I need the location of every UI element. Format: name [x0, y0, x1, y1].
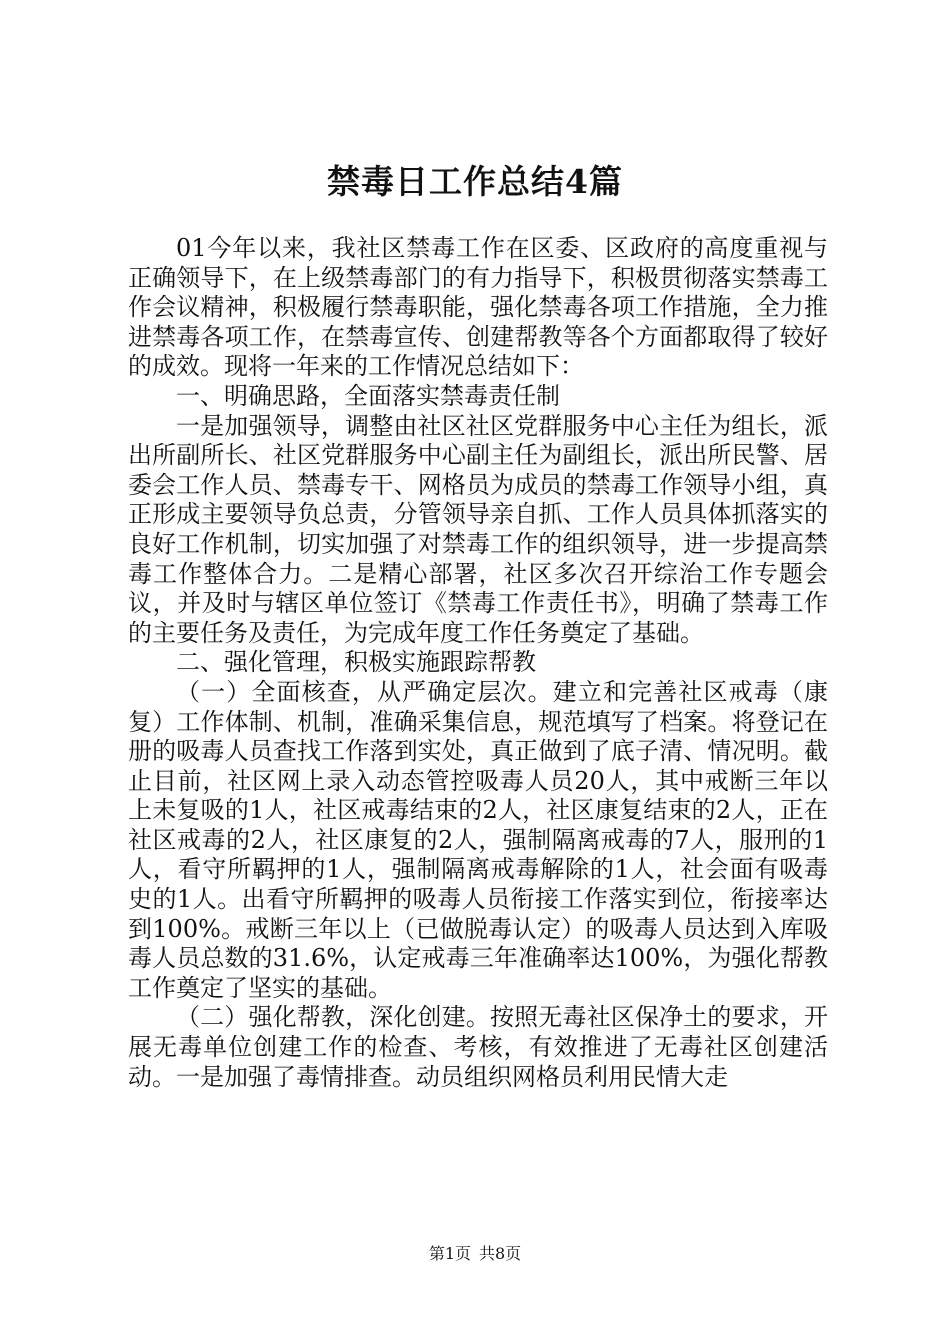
paragraph-subsection-2: （二）强化帮教，深化创建。按照无毒社区保净土的要求，开展无毒单位创建工作的检查、考核，有效推进了无毒社区创建活动。一是加强了毒情排查。动员组织网格员利用民情大走: [128, 1003, 828, 1091]
paragraph-section-1: 一是加强领导，调整由社区社区党群服务中心主任为组长，派出所副所长、社区党群服务中心副主任为副组长，派出所民警、居委会工作人员、禁毒专干、网格员为成员的禁毒工作领导小组，真正形成主要领导负总责，分管领导亲自抓、工作人员具体抓落实的良好工作机制，切实加强了对禁毒工作的组织领导，进一步提高禁毒工作整体合力。二是精心部署，社区多次召开综治工作专题会议，并及时与辖区单位签订《禁毒工作责任书》，明确了禁毒工作的主要任务及责任，为完成年度工作任务奠定了基础。: [128, 411, 828, 647]
paragraph-intro: 01今年以来，我社区禁毒工作在区委、区政府的高度重视与正确领导下，在上级禁毒部门的有力指导下，积极贯彻落实禁毒工作会议精神，积极履行禁毒职能，强化禁毒各项工作措施，全力推进禁毒各项工作，在禁毒宣传、创建帮教等各个方面都取得了较好的成效。现将一年来的工作情况总结如下：: [128, 234, 828, 381]
page-footer: [0, 1244, 950, 1264]
page-total: 共8页: [479, 1244, 522, 1263]
section-heading-1: 一、明确思路，全面落实禁毒责任制: [176, 381, 560, 410]
document-body: [128, 234, 828, 1092]
section-heading-2: 二、强化管理，积极实施跟踪帮教: [176, 648, 536, 677]
page-number: 第1页: [428, 1244, 471, 1263]
paragraph-subsection-1: （一）全面核查，从严确定层次。建立和完善社区戒毒（康复）工作体制、机制，准确采集信息，规范填写了档案。将登记在册的吸毒人员查找工作落到实处，真正做到了底子清、情况明。截止目前，社区网上录入动态管控吸毒人员20人，其中戒断三年以上未复吸的1人，社区戒毒结束的2人，社区康复结束的2人，正在社区戒毒的2人，社区康复的2人，强制隔离戒毒的7人，服刑的1人，看守所羁押的1人，强制隔离戒毒解除的1人，社会面有吸毒史的1人。出看守所羁押的吸毒人员衔接工作落实到位，衔接率达到100%。戒断三年以上（已做脱毒认定）的吸毒人员达到入库吸毒人员总数的31.6%，认定戒毒三年准确率达100%，为强化帮教工作奠定了坚实的基础。: [128, 677, 828, 1002]
document-title: 禁毒日工作总结4篇: [327, 162, 623, 201]
